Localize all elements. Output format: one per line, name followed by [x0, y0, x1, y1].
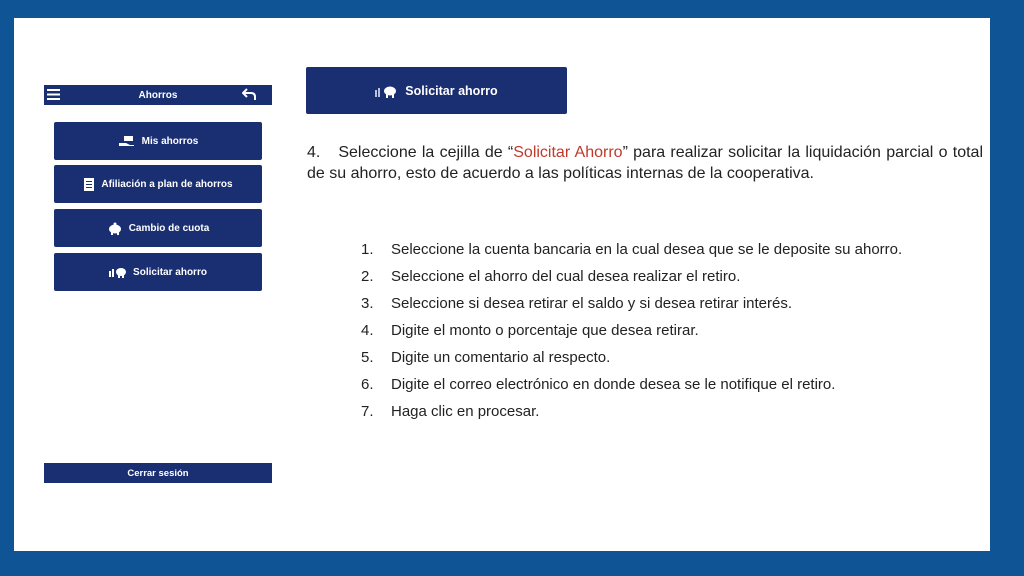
- hand-money-icon: [118, 135, 136, 147]
- step-text: Haga clic en procesar.: [391, 403, 540, 420]
- step-number: 4.: [361, 322, 374, 339]
- app-header-title: Ahorros: [138, 89, 178, 101]
- menu-item-afiliacion[interactable]: [54, 165, 262, 203]
- step-text: Seleccione si desea retirar el saldo y si desea retirar interés.: [391, 295, 793, 312]
- menu-item-label: Mis ahorros: [141, 135, 199, 147]
- steps-list: [361, 241, 981, 430]
- menu-item-cambio-cuota[interactable]: [54, 209, 262, 247]
- list-item: [361, 403, 981, 430]
- menu-item-label: Solicitar ahorro: [133, 266, 207, 278]
- coins-piggy-icon: [375, 84, 399, 98]
- step-text: Seleccione la cuenta bancaria en la cual desea que se le deposite su ahorro.: [391, 241, 903, 258]
- list-item: [361, 268, 981, 295]
- slide: [14, 18, 990, 551]
- instruction-paragraph: [307, 142, 983, 184]
- menu-item-label: Afiliación a plan de ahorros: [101, 178, 233, 190]
- list-item: [361, 376, 981, 403]
- back-arrow-icon[interactable]: [242, 88, 256, 101]
- step-number: 6.: [361, 376, 374, 393]
- step-number: 1.: [361, 241, 374, 258]
- step-text: Digite el correo electrónico en donde desea se le notifique el retiro.: [391, 376, 836, 393]
- solicitar-ahorro-button[interactable]: [306, 67, 567, 114]
- hamburger-menu-icon[interactable]: [47, 88, 60, 101]
- instruction-text-before: Seleccione la cejilla de “: [338, 144, 514, 161]
- piggy-bank-icon: [107, 222, 123, 235]
- menu-item-mis-ahorros[interactable]: [54, 122, 262, 160]
- step-number: 3.: [361, 295, 374, 312]
- step-text: Digite un comentario al respecto.: [391, 349, 611, 366]
- instruction-text-after: ” para realizar solicitar la liquidación parcial o total de su ahorro, esto de acuerdo a las políticas internas de la cooperativa.: [307, 144, 983, 182]
- logout-button[interactable]: Cerrar sesión: [44, 463, 272, 483]
- step-text: Seleccione el ahorro del cual desea realizar el retiro.: [391, 268, 741, 285]
- step-text: Digite el monto o porcentaje que desea retirar.: [391, 322, 699, 339]
- step-number: 2.: [361, 268, 374, 285]
- solicitar-ahorro-label: Solicitar ahorro: [405, 83, 498, 98]
- instruction-number: 4.: [307, 144, 321, 161]
- app-header: [44, 85, 272, 105]
- list-item: [361, 241, 981, 268]
- coins-piggy-icon: [109, 266, 127, 278]
- instruction-highlight: Solicitar Ahorro: [513, 144, 623, 161]
- menu-item-solicitar-ahorro[interactable]: [54, 253, 262, 291]
- menu-item-label: Cambio de cuota: [128, 222, 210, 234]
- list-item: [361, 322, 981, 349]
- list-item: [361, 349, 981, 376]
- step-number: 7.: [361, 403, 374, 420]
- document-icon: [83, 177, 95, 192]
- list-item: [361, 295, 981, 322]
- step-number: 5.: [361, 349, 374, 366]
